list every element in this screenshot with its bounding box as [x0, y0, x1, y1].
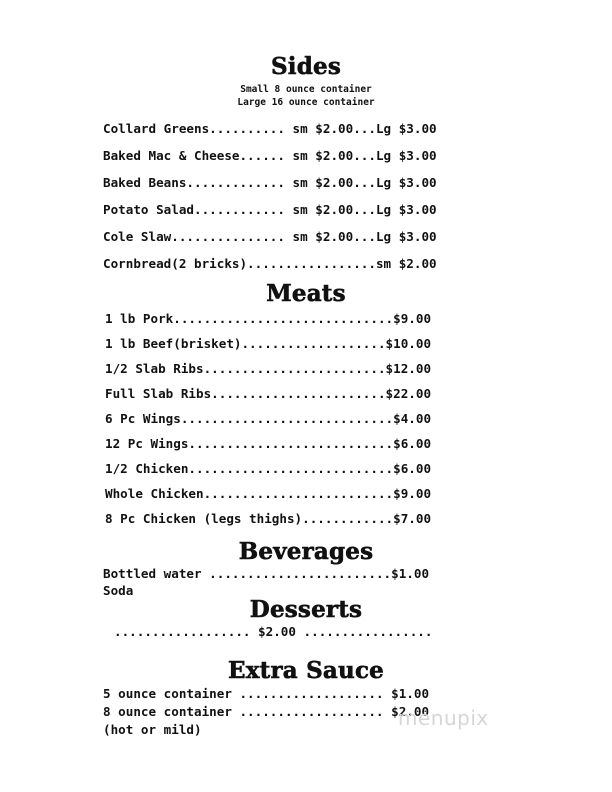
meats-heading: Meats: [266, 280, 346, 307]
menu-item-full-slab-ribs: Full Slab Ribs.......................$22.00: [105, 386, 432, 401]
desserts-price-line: .................. $2.00 .................: [114, 624, 433, 639]
menu-item-pork: 1 lb Pork.............................$9.00: [105, 311, 432, 326]
extra-sauce-heading: Extra Sauce: [228, 657, 384, 684]
sides-heading: Sides: [270, 53, 341, 80]
menu-item-baked-mac-cheese: Baked Mac & Cheese...... sm $2.00...Lg $3.00: [103, 148, 437, 163]
menu-item-half-slab-ribs: 1/2 Slab Ribs........................$12.00: [105, 361, 432, 376]
sides-note-small: Small 8 ounce container: [240, 84, 372, 95]
menu-item-5oz-sauce: 5 ounce container ................... $1.00: [103, 686, 430, 701]
sauce-options-note: (hot or mild): [103, 722, 202, 737]
menu-item-6pc-wings: 6 Pc Wings............................$4.00: [105, 411, 432, 426]
desserts-heading: Desserts: [249, 596, 363, 623]
menu-item-bottled-water: Bottled water ........................$1.00: [103, 566, 430, 581]
beverages-heading: Beverages: [238, 538, 374, 565]
menu-item-8pc-chicken: 8 Pc Chicken (legs thighs)............$7.00: [105, 511, 432, 526]
menu-item-cole-slaw: Cole Slaw............... sm $2.00...Lg $3.00: [103, 229, 437, 244]
menu-item-half-chicken: 1/2 Chicken...........................$6.00: [105, 461, 432, 476]
menu-item-8oz-sauce: 8 ounce container ................... $2.00: [103, 704, 430, 719]
menu-item-potato-salad: Potato Salad............ sm $2.00...Lg $3.00: [103, 202, 437, 217]
menu-item-soda: Soda: [103, 583, 134, 598]
menu-item-whole-chicken: Whole Chicken.........................$9.00: [105, 486, 432, 501]
sides-note-large: Large 16 ounce container: [237, 97, 375, 108]
menu-item-collard-greens: Collard Greens.......... sm $2.00...Lg $3.00: [103, 121, 437, 136]
menupix-watermark: menupix: [398, 706, 489, 730]
menu-item-12pc-wings: 12 Pc Wings...........................$6.00: [105, 436, 432, 451]
menu-item-baked-beans: Baked Beans............. sm $2.00...Lg $3.00: [103, 175, 437, 190]
menu-item-cornbread: Cornbread(2 bricks).................sm $2.00: [103, 256, 437, 271]
menu-item-beef-brisket: 1 lb Beef(brisket)...................$10.00: [105, 336, 432, 351]
